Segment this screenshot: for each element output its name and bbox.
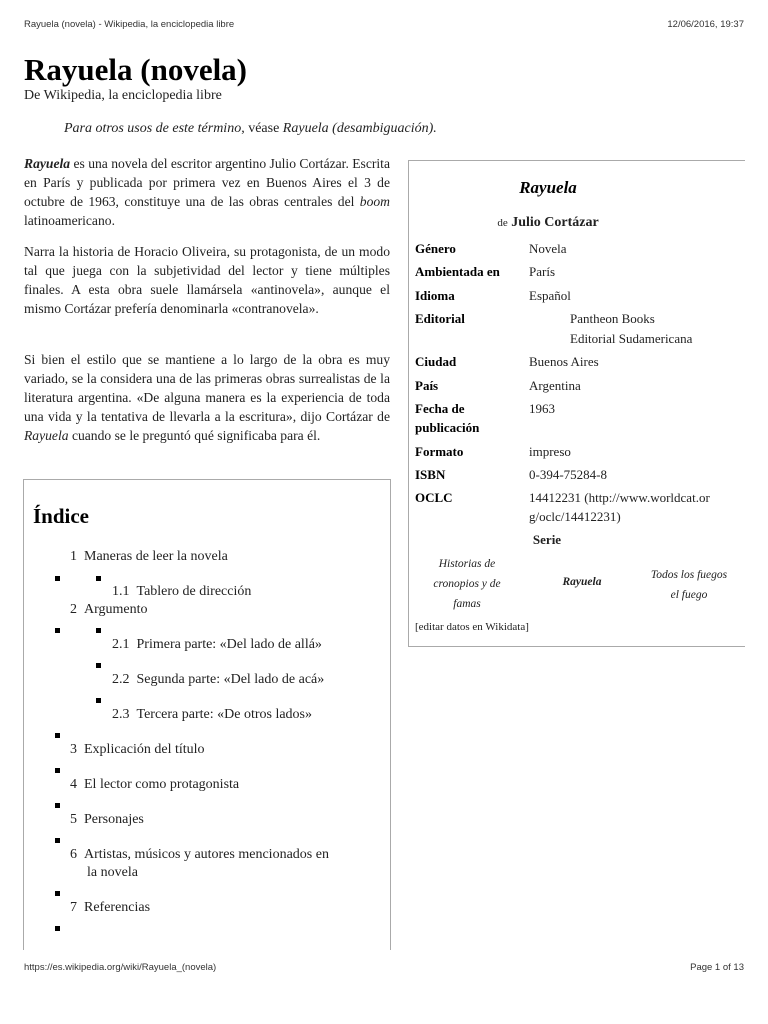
table-of-contents: [23, 479, 391, 950]
toc-item-label: Segunda parte: «Del lado de acá»: [136, 672, 325, 687]
infobox-author-name[interactable]: Julio Cortázar: [511, 215, 599, 230]
page-subtitle: De Wikipedia, la enciclopedia libre: [24, 88, 222, 103]
list-bullet-icon: [55, 576, 60, 581]
infobox-author-prefix: de: [497, 217, 508, 229]
toc-item-2-3[interactable]: [112, 707, 312, 723]
infobox-author: [409, 215, 687, 231]
toc-item-4[interactable]: [70, 777, 239, 793]
infobox-value-ciudad[interactable]: Buenos Aires: [529, 354, 599, 369]
style-text-a: Si bien el estilo que se mantiene a lo largo de la obra es muy variado, se la considera una de las primeras obras surrealistas de la literatura argentina. «De alguna manera es la experiencia de toda una vida y la tentativa de llevarla a la escritura», dijo Cortázar de: [24, 352, 390, 424]
paragraph-style: [24, 350, 390, 445]
toc-item-number: 6: [70, 847, 77, 862]
paragraph-story-text: Narra la historia de Horacio Oliveira, su protagonista, de un modo tal que juega con la subjetividad del lector y tiene múltiples finales. A esta obra suele llamársela «antinovela», aunque el mismo Cortázar prefería denominarla «contranovela».: [24, 244, 390, 316]
infobox-label-fecha: Fecha de: [415, 401, 465, 416]
infobox-label-oclc: OCLC: [415, 490, 453, 505]
infobox-label-ambientada: Ambientada en: [415, 264, 500, 279]
toc-item-6[interactable]: [70, 847, 329, 863]
infobox-label-pais: País: [415, 378, 439, 393]
toc-item-2-2[interactable]: [112, 672, 324, 688]
toc-item-1-1[interactable]: [112, 584, 251, 600]
toc-item-number: 2: [70, 602, 77, 617]
paragraph-intro: [24, 154, 390, 230]
infobox-value-pais[interactable]: Argentina: [529, 378, 581, 393]
infobox-value-oclc-2[interactable]: g/oclc/14412231): [529, 509, 621, 524]
serie-prev-line: cronopios y de: [433, 578, 501, 590]
list-bullet-icon: [96, 698, 101, 703]
toc-item-label: Argumento: [84, 602, 148, 617]
toc-item-label: Explicación del título: [84, 742, 205, 757]
infobox: [408, 160, 745, 647]
toc-item-label: Personajes: [84, 812, 144, 827]
toc-item-label: Tercera parte: «De otros lados»: [136, 707, 312, 722]
infobox-label-isbn: ISBN: [415, 467, 446, 482]
infobox-label-formato: Formato: [415, 444, 464, 459]
infobox-label-idioma: Idioma: [415, 288, 455, 303]
toc-item-number: 3: [70, 742, 77, 757]
hatnote: [64, 121, 437, 137]
toc-item-label: El lector como protagonista: [84, 777, 240, 792]
list-bullet-icon: [96, 628, 101, 633]
toc-item-label: Maneras de leer la novela: [84, 549, 228, 564]
intro-boom-term: boom: [359, 194, 390, 209]
toc-item-number: 7: [70, 900, 77, 915]
infobox-value-isbn[interactable]: 0-394-75284-8: [529, 467, 607, 482]
toc-item-number: 2.3: [112, 707, 130, 722]
hatnote-mid: , véase: [241, 121, 283, 136]
infobox-serie-current: Rayuela: [562, 576, 602, 588]
print-footer-page: Page 1 of 13: [690, 962, 744, 973]
serie-next-line: el fuego: [670, 589, 708, 601]
infobox-serie-previous[interactable]: [411, 554, 523, 614]
toc-item-2-1[interactable]: [112, 637, 322, 653]
toc-item-label: Tablero de dirección: [136, 584, 252, 599]
list-bullet-icon: [96, 663, 101, 668]
list-bullet-icon: [55, 926, 60, 931]
infobox-value-idioma[interactable]: Español: [529, 288, 571, 303]
intro-title-term: Rayuela: [24, 156, 71, 171]
infobox-value-editorial-2[interactable]: Editorial Sudamericana: [570, 331, 693, 346]
infobox-label-fecha-2: publicación: [415, 420, 480, 435]
infobox-label-genero: Género: [415, 241, 456, 256]
hatnote-disambiguation-link[interactable]: Rayuela (desambiguación): [282, 121, 434, 136]
toc-item-number: 5: [70, 812, 77, 827]
page-title: Rayuela (novela): [24, 52, 248, 87]
infobox-label-editorial: Editorial: [415, 311, 465, 326]
toc-item-number: 1: [70, 549, 77, 564]
paragraph-story: [24, 242, 390, 318]
list-bullet-icon: [55, 803, 60, 808]
print-header-date: 12/06/2016, 19:37: [667, 19, 744, 30]
toc-item-number: 2.1: [112, 637, 130, 652]
infobox-value-genero[interactable]: Novela: [529, 241, 567, 256]
toc-item-1[interactable]: [70, 549, 228, 565]
list-bullet-icon: [55, 838, 60, 843]
serie-next-line: Todos los fuegos: [650, 569, 728, 581]
infobox-value-fecha[interactable]: 1963: [529, 401, 555, 416]
print-footer-url: https://es.wikipedia.org/wiki/Rayuela_(novela): [24, 962, 217, 973]
serie-prev-line: famas: [453, 598, 481, 610]
list-bullet-icon: [55, 733, 60, 738]
toc-item-number: 1.1: [112, 584, 130, 599]
toc-item-label: Referencias: [84, 900, 151, 915]
toc-item-5[interactable]: [70, 812, 144, 828]
infobox-label-ciudad: Ciudad: [415, 354, 457, 369]
list-bullet-icon: [96, 576, 101, 581]
infobox-value-formato: impreso: [529, 444, 571, 459]
toc-item-2[interactable]: [70, 602, 148, 618]
intro-text-b: latinoamericano.: [24, 213, 115, 228]
toc-item-number: 2.2: [112, 672, 130, 687]
toc-item-label: la novela: [87, 865, 138, 880]
infobox-value-oclc[interactable]: 14412231 (http://www.worldcat.or: [529, 490, 710, 505]
toc-item-label: Primera parte: «Del lado de allá»: [136, 637, 322, 652]
infobox-serie-label: Serie: [532, 532, 562, 547]
list-bullet-icon: [55, 768, 60, 773]
toc-item-number: 4: [70, 777, 77, 792]
list-bullet-icon: [55, 628, 60, 633]
infobox-value-editorial-1[interactable]: Pantheon Books: [570, 311, 655, 326]
style-rayuela-term: Rayuela: [24, 428, 69, 443]
print-header-title: Rayuela (novela) - Wikipedia, la enciclopedia libre: [24, 19, 235, 30]
infobox-value-ambientada[interactable]: París: [529, 264, 555, 279]
toc-item-label: Artistas, músicos y autores mencionados en: [84, 847, 329, 862]
infobox-serie-next[interactable]: [635, 565, 743, 605]
toc-item-7[interactable]: [70, 900, 150, 916]
infobox-title: Rayuela: [519, 178, 577, 197]
hatnote-end: .: [433, 121, 437, 136]
toc-item-6-continuation[interactable]: [87, 865, 138, 881]
intro-text-a: es una novela del escritor argentino Julio Cortázar. Escrita en París y publicada por primera vez en Buenos Aires el 3 de octubre de 1963, constituye una de las obras centrales del: [24, 156, 390, 209]
serie-prev-line: Historias de: [438, 558, 496, 570]
hatnote-prefix: Para otros usos de este término: [64, 121, 242, 136]
list-bullet-icon: [55, 891, 60, 896]
style-text-b: cuando se le preguntó qué significaba para él.: [68, 428, 321, 443]
edit-wikidata-link[interactable]: [editar datos en Wikidata]: [415, 621, 529, 633]
toc-item-3[interactable]: [70, 742, 205, 758]
toc-title: Índice: [33, 504, 90, 528]
